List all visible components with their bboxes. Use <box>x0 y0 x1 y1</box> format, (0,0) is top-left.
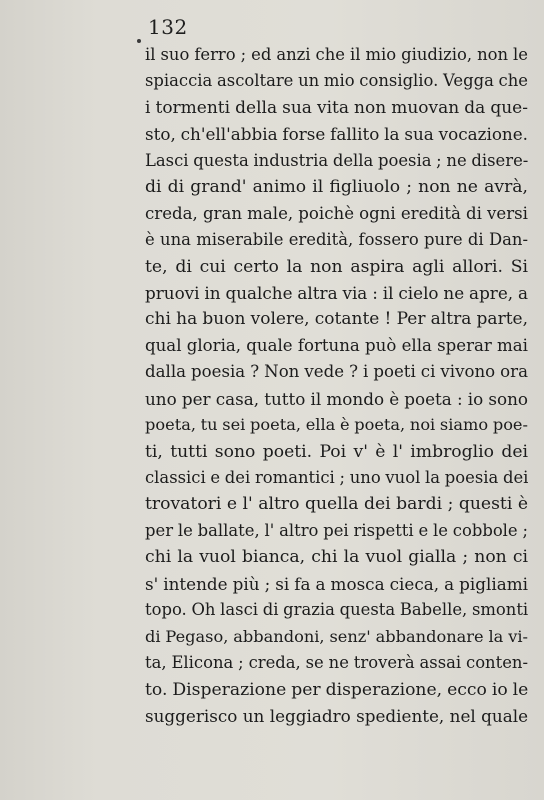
text-line: poeta, tu sei poeta, ella è poeta, noi siamo poe- <box>145 415 528 435</box>
text-line: ti, tutti sono poeti. Poi v' è l' imbroglio dei <box>145 441 528 462</box>
text-line: è una miserabile eredità, fossero pure di Dan- <box>145 230 528 250</box>
text-line: Lasci questa industria della poesia ; ne disere- <box>145 150 529 170</box>
text-line: s' intende più ; si fa a mosca cieca, a pigliami <box>145 573 528 594</box>
text-line: qual gloria, quale fortuna può ella sperar mai <box>145 335 528 355</box>
text-line: topo. Oh lasci di grazia questa Babelle, smonti <box>145 600 529 620</box>
text-line: classici e dei romantici ; uno vuol la poesia dei <box>145 468 529 487</box>
text-line: i tormenti della sua vita non muovan da que- <box>145 97 528 118</box>
text-line: di Pegaso, abbandoni, senz' abbandonare la vi- <box>145 626 528 646</box>
text-line: uno per casa, tutto il mondo è poeta : io sono <box>145 388 528 409</box>
text-line: sto, ch'ell'abbia forse fallito la sua vocazione. <box>145 124 528 145</box>
text-line: spiaccia ascoltare un mio consiglio. Vegga che <box>145 71 528 91</box>
text-line: dalla poesia ? Non vede ? i poeti ci vivono ora <box>145 362 528 382</box>
text-line: per le ballate, l' altro pei rispetti e le cobbole ; <box>145 520 528 540</box>
page-number: 132 <box>148 15 188 39</box>
ink-speck <box>137 39 141 43</box>
text-line: ta, Elicona ; creda, se ne troverà assai conten- <box>145 653 528 673</box>
text-line: te, di cui certo la non aspira agli allori. Si <box>145 256 528 277</box>
text-line: suggerisco un leggiadro spediente, nel quale <box>145 705 528 726</box>
body-text <box>145 42 528 729</box>
text-line: il suo ferro ; ed anzi che il mio giudizio, non le <box>145 45 528 64</box>
text-line: creda, gran male, poichè ogni eredità di versi <box>145 203 528 223</box>
text-line: trovatori e l' altro quella dei bardi ; questi è <box>145 494 528 515</box>
text-line: chi ha buon volere, cotante ! Per altra parte, <box>145 309 528 330</box>
text-line: chi la vuol bianca, chi la vuol gialla ; non ci <box>145 547 528 568</box>
text-line: pruovi in qualche altra via : il cielo ne apre, a <box>145 282 528 303</box>
text-line: di di grand' animo il figliuolo ; non ne avrà, <box>145 177 528 198</box>
text-line: to. Disperazione per disperazione, ecco io le <box>145 679 529 700</box>
